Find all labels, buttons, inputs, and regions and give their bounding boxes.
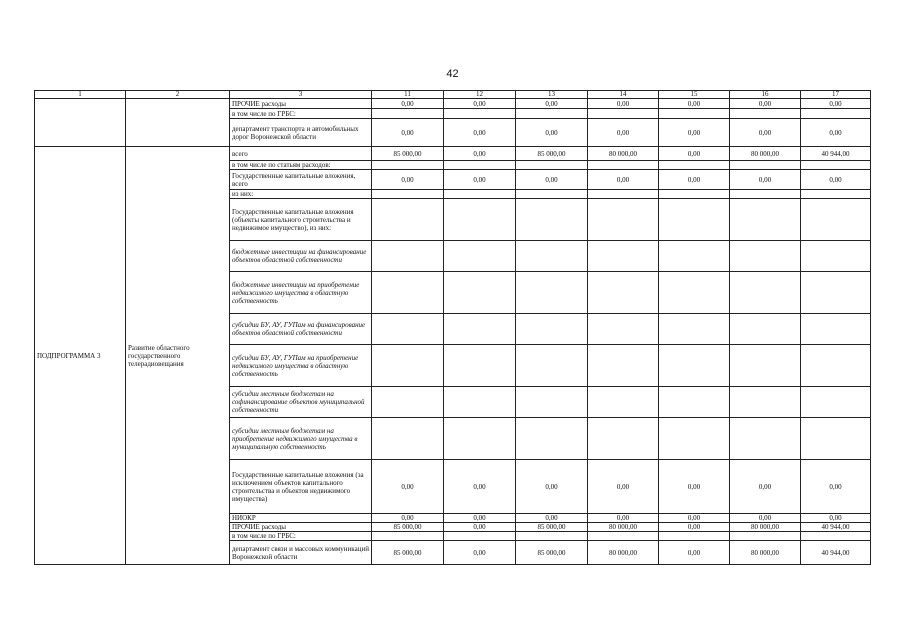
value-cell: [659, 314, 730, 345]
value-cell: [588, 241, 659, 272]
value-cell: [516, 314, 588, 345]
value-cell: 0,00: [659, 523, 730, 532]
table-row: [35, 147, 871, 161]
value-cell: [801, 161, 871, 170]
value-cell: 0,00: [730, 99, 801, 109]
row-label: бюджетные инвестиции на приобретение недвижимого имущества в областную собственность: [230, 272, 372, 314]
column-header: 2: [126, 91, 230, 99]
value-cell: 0,00: [730, 460, 801, 514]
value-cell: [659, 532, 730, 541]
value-cell: 80 000,00: [730, 541, 801, 565]
row-label: в том числе по статьям расходов:: [230, 161, 372, 170]
row-label: Государственные капитальные вложения (за исключением объектов капитального строительства и объектов недвижимого имущества): [230, 460, 372, 514]
column-header: 12: [444, 91, 516, 99]
value-cell: [588, 109, 659, 119]
row-label: в том числе по ГРБС:: [230, 109, 372, 119]
value-cell: 0,00: [516, 119, 588, 147]
value-cell: 0,00: [372, 99, 444, 109]
value-cell: 0,00: [444, 460, 516, 514]
value-cell: [588, 532, 659, 541]
value-cell: 80 000,00: [588, 147, 659, 161]
value-cell: [516, 345, 588, 387]
value-cell: [801, 345, 871, 387]
value-cell: 80 000,00: [588, 541, 659, 565]
value-cell: [730, 418, 801, 460]
value-cell: [659, 272, 730, 314]
value-cell: [516, 109, 588, 119]
value-cell: [588, 199, 659, 241]
value-cell: [372, 532, 444, 541]
value-cell: [372, 109, 444, 119]
value-cell: 0,00: [588, 514, 659, 523]
table-row: [35, 99, 871, 109]
value-cell: [730, 272, 801, 314]
value-cell: [588, 345, 659, 387]
value-cell: [588, 418, 659, 460]
value-cell: [444, 109, 516, 119]
value-cell: [516, 532, 588, 541]
value-cell: 0,00: [659, 147, 730, 161]
value-cell: 40 944,00: [801, 523, 871, 532]
value-cell: 0,00: [444, 99, 516, 109]
value-cell: 85 000,00: [516, 523, 588, 532]
value-cell: 0,00: [444, 523, 516, 532]
value-cell: [372, 190, 444, 199]
value-cell: 0,00: [801, 514, 871, 523]
value-cell: 0,00: [444, 514, 516, 523]
value-cell: 0,00: [588, 170, 659, 190]
value-cell: [801, 418, 871, 460]
value-cell: 0,00: [372, 514, 444, 523]
value-cell: [801, 241, 871, 272]
value-cell: [801, 109, 871, 119]
value-cell: [801, 272, 871, 314]
value-cell: [372, 314, 444, 345]
value-cell: [516, 199, 588, 241]
column-header: 17: [801, 91, 871, 99]
value-cell: 0,00: [444, 119, 516, 147]
row-label: субсидии БУ, АУ, ГУПам на финансирование объектов областной собственности: [230, 314, 372, 345]
value-cell: [730, 199, 801, 241]
value-cell: 0,00: [801, 99, 871, 109]
row-label: Государственные капитальные вложения (объекты капитального строительства и недвижимое имущество), из них:: [230, 199, 372, 241]
row-label: субсидии БУ, АУ, ГУПам на приобретение недвижимого имущества в областную собственность: [230, 345, 372, 387]
row-label: всего: [230, 147, 372, 161]
row-label: ПРОЧИЕ расходы: [230, 99, 372, 109]
budget-table: [34, 90, 871, 565]
value-cell: 0,00: [659, 460, 730, 514]
column-header: 3: [230, 91, 372, 99]
value-cell: [444, 314, 516, 345]
value-cell: [659, 190, 730, 199]
value-cell: [659, 241, 730, 272]
value-cell: 0,00: [588, 99, 659, 109]
value-cell: [730, 190, 801, 199]
value-cell: [659, 109, 730, 119]
value-cell: 0,00: [444, 541, 516, 565]
row-label: Государственные капитальные вложения, всего: [230, 170, 372, 190]
subprogram-name: Развитие областного государственного телерадиовещания: [126, 147, 230, 565]
value-cell: [730, 241, 801, 272]
page-number: 42: [446, 68, 459, 80]
value-cell: [444, 418, 516, 460]
value-cell: [444, 161, 516, 170]
value-cell: [801, 532, 871, 541]
value-cell: [444, 532, 516, 541]
value-cell: [659, 387, 730, 418]
value-cell: [588, 272, 659, 314]
row-label: из них:: [230, 190, 372, 199]
value-cell: 0,00: [372, 460, 444, 514]
value-cell: [516, 387, 588, 418]
column-header: 11: [372, 91, 444, 99]
value-cell: [730, 345, 801, 387]
value-cell: 0,00: [801, 119, 871, 147]
value-cell: 85 000,00: [372, 147, 444, 161]
value-cell: [516, 161, 588, 170]
code-cell: [35, 99, 126, 147]
value-cell: [516, 190, 588, 199]
row-label: субсидии местным бюджетам на софинансирование объектов муниципальной собственности: [230, 387, 372, 418]
value-cell: [730, 161, 801, 170]
value-cell: 40 944,00: [801, 541, 871, 565]
value-cell: [801, 387, 871, 418]
value-cell: [372, 241, 444, 272]
value-cell: [372, 161, 444, 170]
value-cell: [516, 418, 588, 460]
value-cell: [516, 272, 588, 314]
value-cell: [372, 418, 444, 460]
value-cell: [372, 199, 444, 241]
value-cell: [588, 161, 659, 170]
column-header: 15: [659, 91, 730, 99]
value-cell: 0,00: [659, 541, 730, 565]
value-cell: [730, 532, 801, 541]
value-cell: [444, 387, 516, 418]
value-cell: 0,00: [801, 460, 871, 514]
value-cell: [801, 314, 871, 345]
value-cell: [659, 161, 730, 170]
value-cell: 0,00: [730, 514, 801, 523]
value-cell: [372, 345, 444, 387]
value-cell: [801, 190, 871, 199]
value-cell: [588, 190, 659, 199]
value-cell: 0,00: [516, 460, 588, 514]
value-cell: [730, 387, 801, 418]
value-cell: [516, 241, 588, 272]
row-label: бюджетные инвестиции на финансирование объектов областной собственности: [230, 241, 372, 272]
row-label: субсидии местным бюджетам на приобретение недвижимого имущества в муниципальную собственность: [230, 418, 372, 460]
value-cell: 0,00: [372, 119, 444, 147]
value-cell: 0,00: [588, 460, 659, 514]
value-cell: 85 000,00: [372, 523, 444, 532]
value-cell: [659, 418, 730, 460]
value-cell: 0,00: [444, 147, 516, 161]
value-cell: 85 000,00: [372, 541, 444, 565]
row-label: департамент транспорта и автомобильных дорог Воронежской области: [230, 119, 372, 147]
column-header: 13: [516, 91, 588, 99]
row-label: в том числе по ГРБС:: [230, 532, 372, 541]
value-cell: 0,00: [659, 119, 730, 147]
value-cell: 0,00: [588, 119, 659, 147]
value-cell: 0,00: [516, 99, 588, 109]
value-cell: 0,00: [730, 170, 801, 190]
value-cell: 0,00: [444, 170, 516, 190]
value-cell: 0,00: [659, 514, 730, 523]
column-header: 1: [35, 91, 126, 99]
value-cell: [372, 387, 444, 418]
value-cell: 85 000,00: [516, 147, 588, 161]
value-cell: [444, 199, 516, 241]
row-label: департамент связи и массовых коммуникаций Воронежской области: [230, 541, 372, 565]
value-cell: 80 000,00: [730, 147, 801, 161]
value-cell: 0,00: [730, 119, 801, 147]
value-cell: [444, 190, 516, 199]
value-cell: [730, 314, 801, 345]
header-row: [35, 91, 871, 99]
value-cell: 85 000,00: [516, 541, 588, 565]
value-cell: 0,00: [372, 170, 444, 190]
subprogram-code: ПОДПРОГРАММА 3: [35, 147, 126, 565]
row-label: НИОКР: [230, 514, 372, 523]
value-cell: [659, 345, 730, 387]
value-cell: [659, 199, 730, 241]
value-cell: 40 944,00: [801, 147, 871, 161]
value-cell: [801, 199, 871, 241]
value-cell: [588, 314, 659, 345]
value-cell: [444, 345, 516, 387]
value-cell: [444, 241, 516, 272]
value-cell: 80 000,00: [730, 523, 801, 532]
value-cell: [730, 109, 801, 119]
value-cell: 0,00: [801, 170, 871, 190]
row-label: ПРОЧИЕ расходы: [230, 523, 372, 532]
value-cell: [588, 387, 659, 418]
column-header: 14: [588, 91, 659, 99]
value-cell: 0,00: [516, 170, 588, 190]
value-cell: 0,00: [659, 170, 730, 190]
value-cell: 0,00: [659, 99, 730, 109]
value-cell: 80 000,00: [588, 523, 659, 532]
value-cell: [444, 272, 516, 314]
name-cell: [126, 99, 230, 147]
value-cell: 0,00: [516, 514, 588, 523]
column-header: 16: [730, 91, 801, 99]
value-cell: [372, 272, 444, 314]
